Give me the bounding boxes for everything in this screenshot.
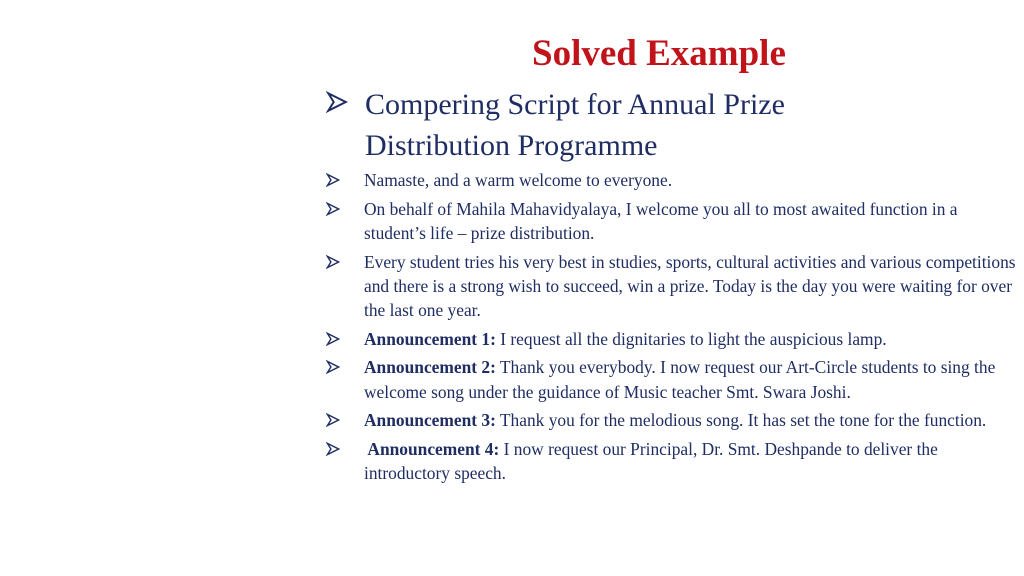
- list-item: [326, 437, 1016, 485]
- arrow-bullet-icon: [326, 255, 340, 269]
- arrow-bullet-icon: [326, 442, 340, 456]
- list-item-body: I request all the dignitaries to light the auspicious lamp.: [495, 328, 887, 349]
- list-item-body: I now request our Principal, Dr. Smt. Deshpande to deliver the introductory speech.: [364, 439, 938, 484]
- script-heading: Compering Script for Annual Prize Distribution Programme: [365, 88, 785, 162]
- list-item-text: [364, 408, 1016, 432]
- list-item: [326, 408, 1016, 432]
- list-item-body: Every student tries his very best in studies, sports, cultural activities and various competitions and there is a strong wish to succeed, win a prize. Today is the day you were waiting for over the last one year.: [364, 251, 1016, 321]
- list-item: [326, 197, 1016, 245]
- list-item: [326, 250, 1016, 323]
- list-item-text: [364, 197, 1016, 245]
- arrow-bullet-icon: [326, 202, 340, 216]
- list-item: [326, 168, 1016, 192]
- list-item-body: Thank you everybody. I now request our Art-Circle students to sing the welcome song under the guidance of Music teacher Smt. Swara Joshi.: [364, 357, 996, 402]
- list-item-text: [364, 327, 1016, 351]
- list-item-text: [364, 168, 1016, 192]
- list-item-text: [364, 250, 1016, 323]
- arrow-bullet-icon: [326, 360, 340, 374]
- list-item-body: Thank you for the melodious song. It has set the tone for the function.: [495, 410, 987, 431]
- list-item-body: Namaste, and a warm welcome to everyone.: [364, 170, 673, 190]
- list-item-body: On behalf of Mahila Mahavidyalaya, I welcome you all to most awaited function in a student’s life – prize distribution.: [364, 198, 958, 243]
- list-item-label: Announcement 4:: [364, 439, 500, 460]
- list-item: [326, 355, 1016, 403]
- list-item-text: [364, 437, 1016, 485]
- list-item-label: Announcement 2:: [364, 357, 496, 378]
- script-list: [326, 168, 1016, 490]
- list-item: [326, 327, 1016, 351]
- arrow-bullet-icon: [326, 413, 340, 427]
- arrow-bullet-icon: [326, 91, 348, 113]
- slide-title: Solved Example: [532, 33, 786, 74]
- arrow-bullet-icon: [326, 173, 340, 187]
- list-item-text: [364, 355, 1016, 403]
- list-item-label: Announcement 1:: [364, 328, 496, 349]
- arrow-bullet-icon: [326, 332, 340, 346]
- list-item-label: Announcement 3:: [364, 410, 496, 431]
